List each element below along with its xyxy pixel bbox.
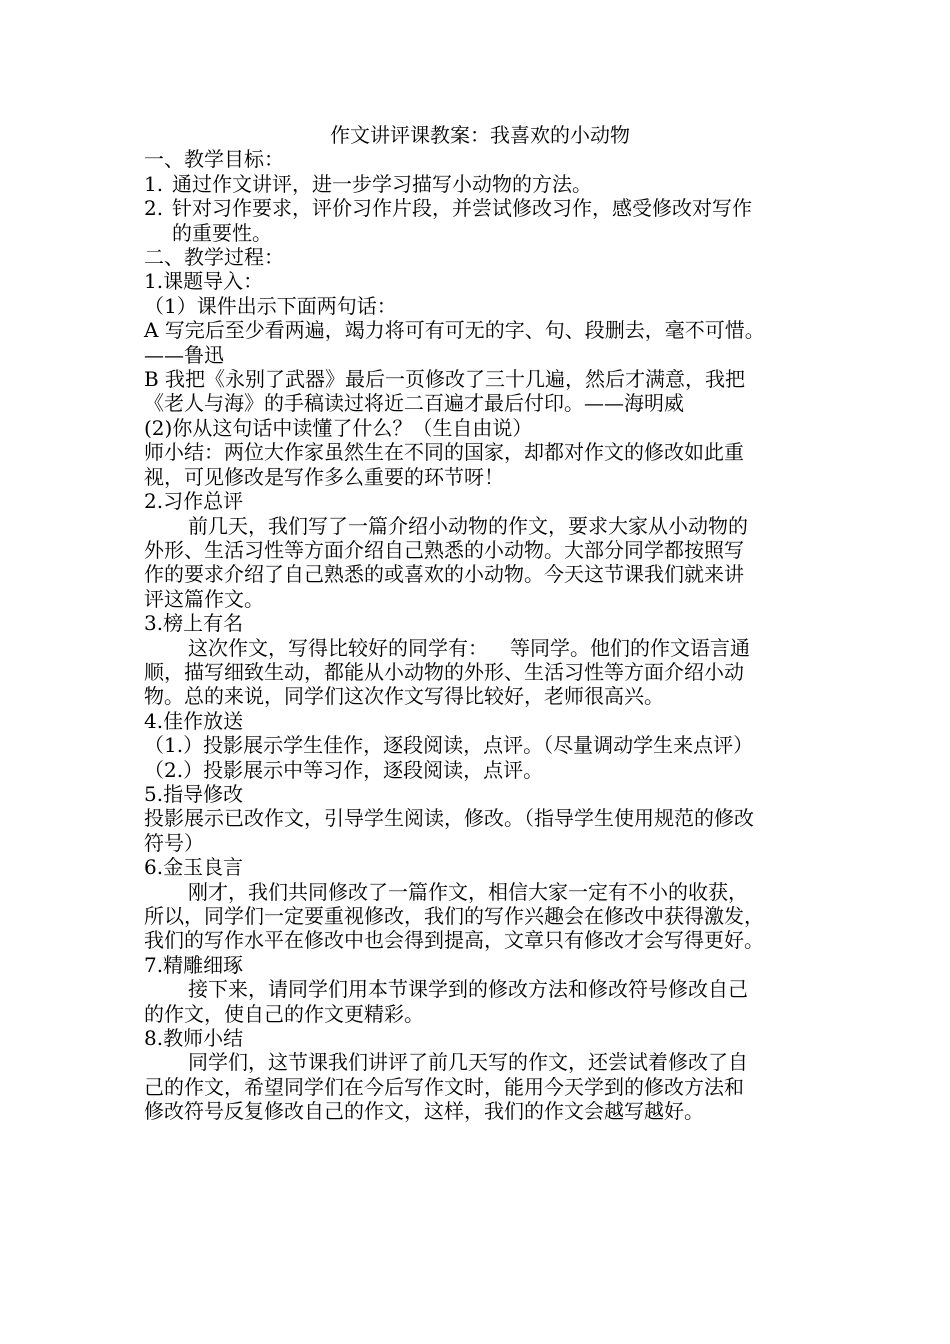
goal-text-continuation: 的重要性。 bbox=[172, 220, 272, 245]
step-heading: 2.习作总评 bbox=[144, 489, 244, 514]
paragraph-line: 同学们，这节课我们讲评了前几天写的作文，还尝试着修改了自 bbox=[188, 1050, 748, 1075]
step-heading: 5.指导修改 bbox=[144, 781, 244, 806]
paragraph-text: 等同学。他们的作文语言通 bbox=[510, 635, 750, 660]
paragraph-line: (2)你从这句话中读懂了什么？（生自由说） bbox=[144, 415, 533, 440]
paragraph-line: 接下来，请同学们用本节课学到的修改方法和修改符号修改自己 bbox=[188, 977, 748, 1002]
paragraph-line bbox=[144, 636, 812, 660]
paragraph-line: 投影展示已改作文，引导学生阅读，修改。（指导学生使用规范的修改 bbox=[144, 806, 754, 831]
step-heading: 6.金玉良言 bbox=[144, 855, 244, 880]
paragraph-line: （1.）投影展示学生佳作，逐段阅读，点评。（尽量调动学生来点评） bbox=[144, 733, 754, 758]
step-heading: 3.榜上有名 bbox=[144, 611, 244, 636]
quote-line: A 写完后至少看两遍，竭力将可有可无的字、句、段删去，毫不可惜。 bbox=[144, 318, 765, 343]
paragraph-text: 这次作文，写得比较好的同学有： bbox=[188, 635, 488, 660]
section-heading-process: 二、教学过程： bbox=[144, 245, 284, 270]
goal-text: 针对习作要求，评价习作片段，并尝试修改习作，感受修改对写作 bbox=[172, 196, 752, 221]
paragraph-line: 我们的写作水平在修改中也会得到提高，文章只有修改才会写得更好。 bbox=[144, 928, 764, 953]
paragraph-line: 己的作文，希望同学们在今后写作文时，能用今天学到的修改方法和 bbox=[144, 1074, 744, 1099]
paragraph-line: 所以，同学们一定要重视修改，我们的写作兴趣会在修改中获得激发， bbox=[144, 904, 764, 928]
quote-attribution: ——鲁迅 bbox=[144, 342, 224, 367]
goal-number: 1. bbox=[144, 171, 164, 196]
section-heading-goals: 一、教学目标： bbox=[144, 147, 284, 172]
paragraph-line: （1）课件出示下面两句话： bbox=[144, 293, 397, 318]
paragraph-line: 的作文，使自己的作文更精彩。 bbox=[144, 1001, 424, 1026]
lesson-plan-body bbox=[144, 123, 812, 1124]
document-title: 作文讲评课教案：我喜欢的小动物 bbox=[330, 123, 630, 147]
goal-number: 2. bbox=[144, 196, 164, 221]
paragraph-line: 刚才，我们共同修改了一篇作文，相信大家一定有不小的收获， bbox=[188, 879, 748, 904]
paragraph-line: 顺，描写细致生动，都能从小动物的外形、生活习性等方面介绍小动 bbox=[144, 659, 744, 684]
goal-item bbox=[144, 196, 812, 220]
paragraph-line: 作的要求介绍了自己熟悉的或喜欢的小动物。今天这节课我们就来讲 bbox=[144, 562, 744, 587]
step-heading: 4.佳作放送 bbox=[144, 708, 244, 733]
quote-line: 《老人与海》的手稿读过将近二百遍才最后付印。——海明威 bbox=[144, 391, 684, 416]
quote-line: B 我把《永别了武器》最后一页修改了三十几遍，然后才满意，我把 bbox=[144, 367, 746, 392]
step-heading: 1.课题导入： bbox=[144, 269, 264, 294]
paragraph-line: 外形、生活习性等方面介绍自己熟悉的小动物。大部分同学都按照写 bbox=[144, 537, 744, 562]
goal-item bbox=[144, 172, 812, 196]
step-heading: 7.精雕细琢 bbox=[144, 952, 244, 977]
paragraph-line: 修改符号反复修改自己的作文，这样，我们的作文会越写越好。 bbox=[144, 1099, 704, 1124]
paragraph-line: 视，可见修改是写作多么重要的环节呀！ bbox=[144, 464, 504, 489]
paragraph-line: 评这篇作文。 bbox=[144, 586, 264, 611]
paragraph-line: （2.）投影展示中等习作，逐段阅读，点评。 bbox=[144, 757, 544, 782]
paragraph-line: 前几天，我们写了一篇介绍小动物的作文，要求大家从小动物的 bbox=[188, 513, 748, 538]
paragraph-line: 物。总的来说，同学们这次作文写得比较好，老师很高兴。 bbox=[144, 684, 664, 709]
goal-text: 通过作文讲评，进一步学习描写小动物的方法。 bbox=[172, 171, 592, 196]
paragraph-line: 师小结：两位大作家虽然生在不同的国家，却都对作文的修改如此重 bbox=[144, 440, 744, 465]
paragraph-line: 符号） bbox=[144, 830, 204, 855]
step-heading: 8.教师小结 bbox=[144, 1026, 244, 1051]
